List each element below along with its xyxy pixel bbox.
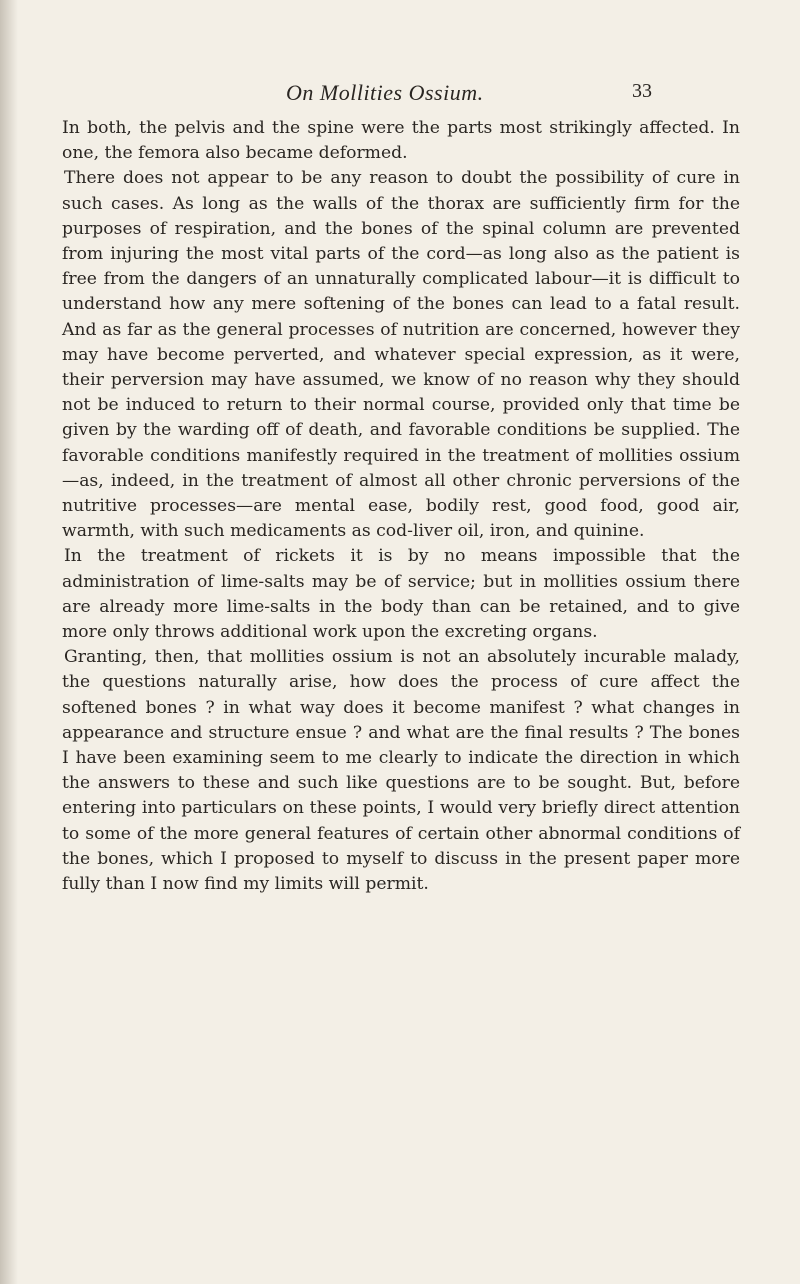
- paragraph-4: Granting, then, that mollities ossium is not an absolutely incurable malady, the questions naturally arise, how does the process of cure affect the softened bones ? in what way does it become manifest ? what changes in appearance and structure ensue ? and what are the final results ? The bones I have been examining seem to me clearly to indicate the direction in which the answers to these and such like questions are to be sought. But, before entering into particulars on these points, I would very briefly direct attention to some of the more general features of certain other abnormal conditions of the bones, which I proposed to myself to discuss in the present paper more fully than I now find my limits will permit.: [62, 647, 740, 895]
- paragraph-3: In the treatment of rickets it is by no means impossible that the administration of lime-salts may be of service; but in mollities ossium there are already more lime-salts in the body than can be retained, and to give more only throws additional work upon the excreting organs.: [62, 546, 740, 643]
- paragraph-1: In both, the pelvis and the spine were the parts most strikingly affected. In one, the femora also became deformed.: [62, 118, 740, 164]
- body-text: [62, 116, 740, 897]
- paragraph-2: There does not appear to be any reason to doubt the possibility of cure in such cases. As long as the walls of the thorax are sufficiently firm for the purposes of respiration, and the bones of the spinal column are prevented from injuring the most vital parts of the cord—as long also as the patient is free from the dangers of an unnaturally complicated labour—it is difficult to understand how any mere softening of the bones can lead to a fatal result. And as far as the general processes of nutrition are concerned, however they may have become perverted, and whatever special expression, as it were, their perversion may have assumed, we know of no reason why they should not be induced to return to their normal course, provided only that time be given by the warding off of death, and favorable conditions be supplied. The favorable conditions manifestly required in the treatment of mollities ossium—as, indeed, in the treatment of almost all other chronic perversions of the nutritive processes—are mental ease, bodily rest, good food, good air, warmth, with such medicaments as cod-liver oil, iron, and quinine.: [62, 168, 740, 542]
- page-number: 33: [632, 80, 652, 102]
- page-edge-shadow: [0, 0, 18, 1284]
- page-header: [0, 80, 800, 114]
- running-title: On Mollities Ossium.: [286, 80, 484, 105]
